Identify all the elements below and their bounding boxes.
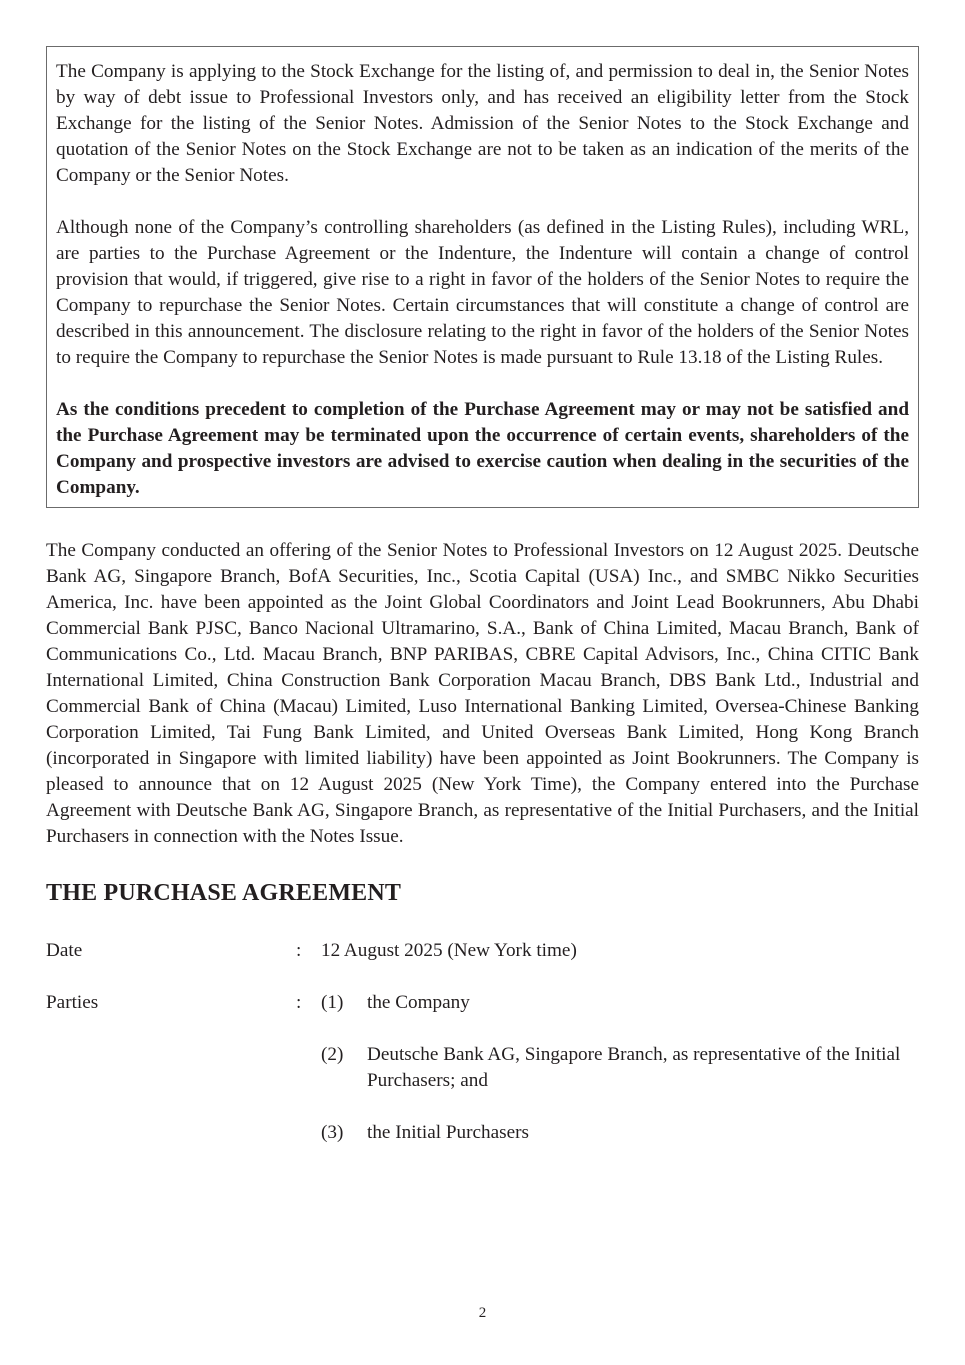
notice-paragraph-change-of-control: Although none of the Company’s controlling shareholders (as defined in the Listing Rules), including WRL, are parties to the Purchase Agreement or the Indenture, the Indenture will contain a change of control provision that would, if triggered, give rise to a right in favor of the holders of the Senior Notes to require the Company to repurchase the Senior Notes. Certain circumstances that will constitute a change of control are described in this announcement. The disclosure relating to the right in favor of the holders of the Senior Notes to require the Company to repurchase the Senior Notes is made pursuant to Rule 13.18 of the Listing Rules. — [56, 217, 909, 368]
party-text: the Initial Purchasers — [367, 1122, 529, 1143]
party-number: (2) — [321, 1044, 344, 1065]
document-page — [46, 46, 919, 1146]
parties-label: Parties — [46, 992, 99, 1013]
notice-warning: As the conditions precedent to completion of the Purchase Agreement may or may not be satisfied and the Purchase Agreement may be terminated upon the occurrence of certain events, shareholders of the Company and prospective investors are advised to exercise caution when dealing in the securities of the Company. — [56, 399, 909, 498]
date-colon: : — [296, 940, 302, 961]
party-item — [321, 1042, 919, 1094]
date-value: 12 August 2025 (New York time) — [321, 940, 577, 961]
party-item — [321, 990, 919, 1016]
date-row — [46, 938, 919, 964]
section-heading: THE PURCHASE AGREEMENT — [46, 880, 402, 906]
notice-paragraph-listing: The Company is applying to the Stock Exchange for the listing of, and permission to deal in, the Senior Notes by way of debt issue to Professional Investors only, and has received an eligibility letter from the Stock Exchange for the listing of the Senior Notes. Admission of the Senior Notes to the Stock Exchange and quotation of the Senior Notes on the Stock Exchange are not to be taken as an indication of the merits of the Company or the Senior Notes. — [56, 61, 909, 186]
party-number: (1) — [321, 992, 344, 1013]
intro-paragraph: The Company conducted an offering of the Senior Notes to Professional Investors on 12 August 2025. Deutsche Bank AG, Singapore Branch, BofA Securities, Inc., Scotia Capital (USA) Inc., and SMBC Nikko Securities America, Inc. have been appointed as the Joint Global Coordinators and Joint Lead Bookrunners, Abu Dhabi Commercial Bank PJSC, Banco Nacional Ultramarino, S.A., Bank of China Limited, Macau Branch, Bank of Communications Co., Ltd. Macau Branch, BNP PARIBAS, CBRE Capital Advisors, Inc., China CITIC Bank International Limited, China Construction Bank Corporation Macau Branch, DBS Bank Ltd., Industrial and Commercial Bank of China (Macau) Limited, Luso International Banking Limited, Oversea-Chinese Banking Corporation Limited, Tai Fung Bank Limited, and United Overseas Bank Limited, Hong Kong Branch (incorporated in Singapore with limited liability) have been appointed as Joint Bookrunners. The Company is pleased to announce that on 12 August 2025 (New York Time), the Company entered into the Purchase Agreement with Deutsche Bank AG, Singapore Branch, as representative of the Initial Purchasers, and the Initial Purchasers in connection with the Notes Issue. — [46, 540, 919, 847]
party-item — [321, 1120, 919, 1146]
parties-colon: : — [296, 992, 302, 1013]
party-number: (3) — [321, 1122, 344, 1143]
party-text: Deutsche Bank AG, Singapore Branch, as representative of the Initial Purchasers; and — [367, 1044, 901, 1091]
notice-box — [46, 46, 919, 508]
page-number: 2 — [478, 1305, 487, 1321]
date-label: Date — [46, 940, 83, 961]
party-text: the Company — [367, 992, 470, 1013]
